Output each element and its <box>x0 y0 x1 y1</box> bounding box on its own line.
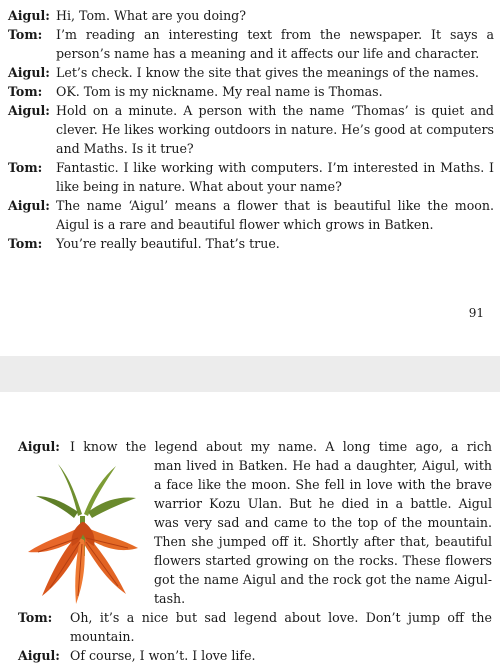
line-text: I’m reading an interesting text from the newspaper. It says a person’s name has a meaning and it affects our life and character. <box>56 27 494 61</box>
dialogue-line <box>8 234 494 253</box>
line-text: Fantastic. I like working with computers. I’m interested in Maths. I like being in nature. What about your name? <box>56 160 494 194</box>
aigul-flower-illustration <box>18 456 146 608</box>
speaker: Tom: <box>8 27 43 42</box>
speaker: Aigul: <box>8 103 50 118</box>
line-text: Oh, it’s a nice but sad legend about love. Don’t jump off the mountain. <box>70 610 492 644</box>
line-text: Let’s check. I know the site that gives the meanings of the names. <box>56 65 479 80</box>
dialogue-line <box>18 437 492 456</box>
speaker: Aigul: <box>8 8 50 23</box>
speaker: Aigul: <box>18 439 60 454</box>
dialogue-line <box>8 101 494 158</box>
dialogue-line <box>18 608 492 646</box>
speaker: Tom: <box>18 610 53 625</box>
dialogue-bottom <box>18 437 492 665</box>
legend-text: man lived in Batken. He had a daughter, Aigul, with a face like the moon. She fell in love with the brave warrior Kozu Ulan. But he died in a battle. Aigul was very sad and came to the top of the mountain. Then she jumped off it. Shortly after that, beautiful flowers started growing on the rocks. These flowers got the name Aigul and the rock got the name Aigul-tash. <box>154 458 492 606</box>
line-text: I know the legend about my name. A long time ago, a rich <box>70 439 492 454</box>
speaker: Tom: <box>8 236 43 251</box>
dialogue-line <box>8 63 494 82</box>
page-gap <box>0 356 500 392</box>
speaker: Tom: <box>8 84 43 99</box>
speaker: Tom: <box>8 160 43 175</box>
dialogue-top <box>8 6 494 253</box>
speaker: Aigul: <box>8 198 50 213</box>
speaker: Aigul: <box>8 65 50 80</box>
dialogue-line <box>18 646 492 665</box>
dialogue-line <box>8 6 494 25</box>
dialogue-line <box>8 158 494 196</box>
line-text: Hi, Tom. What are you doing? <box>56 8 246 23</box>
dialogue-line <box>8 196 494 234</box>
page-number: 91 <box>468 306 484 320</box>
dialogue-line <box>8 25 494 63</box>
speaker: Aigul: <box>18 648 60 663</box>
line-text: You’re really beautiful. That’s true. <box>56 236 280 251</box>
dialogue-line <box>8 82 494 101</box>
line-text: Hold on a minute. A person with the name ‘Thomas’ is quiet and clever. He likes working outdoors in nature. He’s good at computers and Maths. Is it true? <box>56 103 494 156</box>
line-text: Of course, I won’t. I love life. <box>70 648 256 663</box>
legend-block <box>18 437 492 608</box>
line-text: OK. Tom is my nickname. My real name is Thomas. <box>56 84 383 99</box>
line-text: The name ‘Aigul’ means a flower that is beautiful like the moon. Aigul is a rare and beautiful flower which grows in Batken. <box>56 198 494 232</box>
